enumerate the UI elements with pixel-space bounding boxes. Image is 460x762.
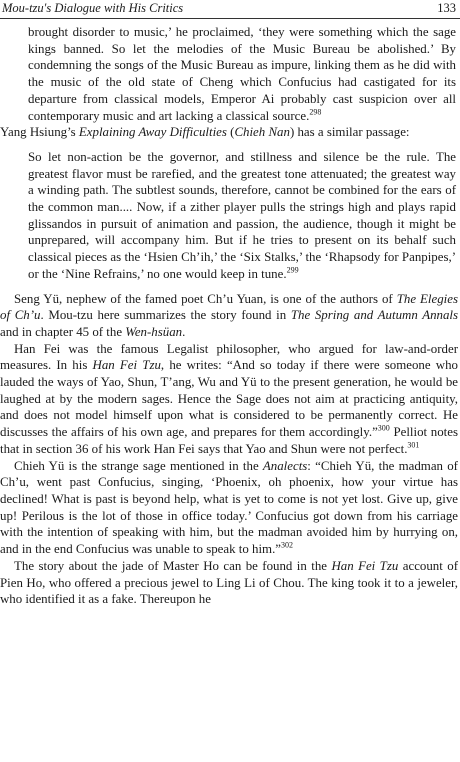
paragraph-chieh-yu: Chieh Yü is the strange sage mentioned in the Analects: “Chieh Yü, the madman of Ch’u, went past Confucius, singing, ‘Phoenix, oh phoenix, how your virtue has declined! What is past is beyond help, what is yet to come is not yet lost. Give up, give up! Perilous is the lot of those in office today.’ Confucius got down from his carriage with the intention of speaking with him, but the madman avoided him by hurrying on, and in the end Confucius was unable to speak to him.”$^{302}$ bbox=[0, 458, 458, 557]
page-body bbox=[0, 24, 458, 608]
paragraph-seng-yu: Seng Yü, nephew of the famed poet Ch’u Yuan, is one of the authors of The Elegies of Ch’u. Mou-tzu here summarizes the story found in The Spring and Autumn Annals and in chapter 45 of the Wen-hsüan. bbox=[0, 291, 459, 339]
paragraph-jade-master-ho: The story about the jade of Master Ho can be found in the Han Fei Tzu account of Pien Ho, who offered a precious jewel to Ling Li of Chou. The king took it to a jeweler, who identified it as a fake. Thereupon he bbox=[0, 558, 459, 607]
running-header bbox=[0, 0, 460, 19]
title-han-fei-tzu: Han Fei Tzu bbox=[92, 358, 161, 373]
block-quote-music-bureau: brought disorder to music,’ he proclaimed, ‘they were something which the sage kings banned. So let the melodies of the Music Bureau be abolished.’ By condemning the songs of the Music Bureau as impure, linking them as he did with the music of the old state of Cheng which Confucius had castigated for its departure from classical models, Emperor Ai probably cast suspicion over all contemporary music and art lacking a classical source.$^{298}$ bbox=[28, 25, 456, 123]
page-number: 133 bbox=[437, 1, 456, 15]
footnote-ref-298: 298 bbox=[309, 107, 322, 117]
running-title: Mou-tzu's Dialogue with His Critics bbox=[2, 1, 184, 15]
title-chieh-nan: Chieh Nan bbox=[234, 125, 290, 140]
footnote-ref-299: 299 bbox=[286, 265, 299, 275]
title-elegies-of-chu: The Elegies of Ch’u bbox=[0, 291, 458, 323]
paragraph-yang-hsiung: Yang Hsiung’s Explaining Away Difficulties (Chieh Nan) has a similar passage: bbox=[0, 125, 410, 140]
block-quote-non-action: So let non-action be the governor, and stillness and silence be the rule. The greatest flavor must be rarefied, and the greatest tone attenuated; the greatest way a winding path. The subtlest sounds, therefore, cannot be combined for the ears of the common man.... Now, if a zither player pulls the strings high and plays rapid glissandos in pursuit of animation and passion, the audience, though it might be unprepared, will accompany him. But if he tries to present on its behalf such classical pieces as the ‘Hsien Ch’ih,’ the ‘Six Stalks,’ the ‘Rhapsody for Panpipes,’ or the ‘Nine Refrains,’ no one would keep in tune.$^{299}$ bbox=[28, 149, 456, 281]
footnote-ref-300: 300 bbox=[377, 423, 390, 433]
footnote-ref-301: 301 bbox=[407, 440, 420, 450]
title-wen-hsuan: Wen-hsüan bbox=[125, 324, 183, 339]
paragraph-han-fei: Han Fei was the famous Legalist philosopher, who argued for law-and-order measures. In his Han Fei Tzu, he writes: “And so today if there were someone who lauded the ways of Yao, Shun, T’ang, Wu and Yü to the present generation, he would be laughed at by the modern sages. Hence the Sage does not aim at practicing antiquity, and does not model himself upon what is considered to be permanently correct. He discusses the affairs of his own age, and prepares for them accordingly.”$^{300}$ Pelliot notes that in section 36 of his work Han Fei says that Yao and Shun were not perfect.$^{301}$ bbox=[0, 341, 458, 456]
title-explaining-away-difficulties: Explaining Away Difficulties bbox=[78, 125, 227, 140]
title-han-fei-tzu-2: Han Fei Tzu bbox=[331, 558, 399, 573]
title-analects: Analects bbox=[262, 458, 308, 473]
footnote-ref-302: 302 bbox=[281, 540, 294, 550]
title-spring-autumn-annals: The Spring and Autumn Annals bbox=[290, 308, 459, 323]
